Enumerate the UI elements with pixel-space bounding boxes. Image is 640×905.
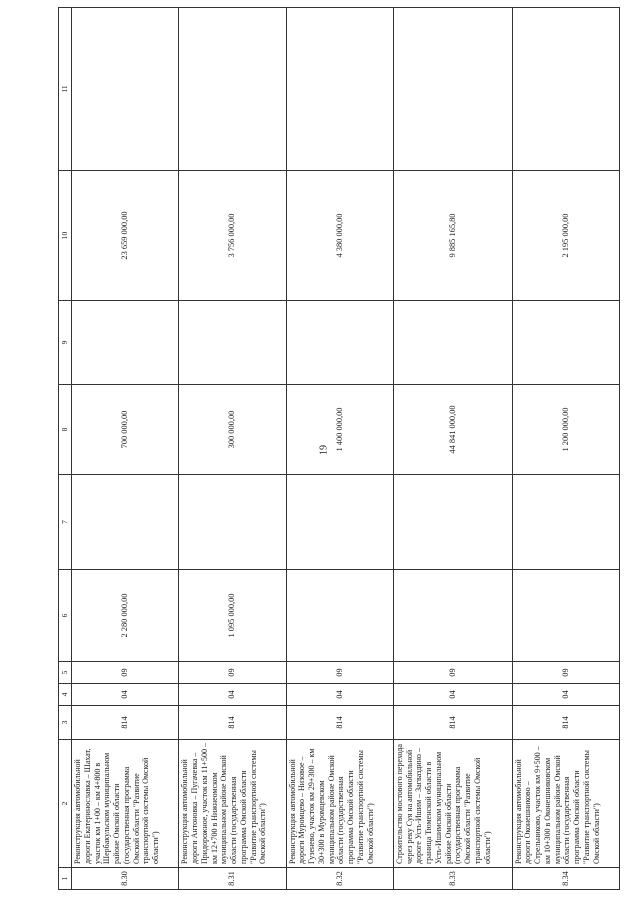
header-cell: 4 <box>59 684 72 706</box>
header-cell: 2 <box>59 740 72 868</box>
cell-col6: 1 095 000,00 <box>179 570 286 662</box>
cell-col5: 09 <box>286 662 393 684</box>
row-number: 8.33 <box>393 868 512 890</box>
cell-col11 <box>179 8 286 171</box>
cell-col7 <box>179 475 286 570</box>
cell-col4: 04 <box>286 684 393 706</box>
cell-col3: 814 <box>72 706 179 740</box>
cell-col4: 04 <box>179 684 286 706</box>
cell-col11 <box>393 8 512 171</box>
header-cell: 8 <box>59 385 72 475</box>
row-number: 8.31 <box>179 868 286 890</box>
project-name: Реконструкция автомобильной дороги Антоновка – Пугачевка – Придорожное, участок км 11+500 – км 12+700 в Нижнеомском муниципальном районе Омской области (государственная программа Омской области "Развитие транспортной системы Омской области") <box>179 740 286 868</box>
cell-col9 <box>179 301 286 385</box>
cell-col7 <box>393 475 512 570</box>
cell-col11 <box>72 8 179 171</box>
cell-col7 <box>512 475 619 570</box>
cell-col11 <box>286 8 393 171</box>
row-number: 8.32 <box>286 868 393 890</box>
cell-col3: 814 <box>512 706 619 740</box>
cell-col11 <box>512 8 619 171</box>
cell-col8: 300 000,00 <box>179 385 286 475</box>
header-row <box>59 8 72 890</box>
header-cell: 10 <box>59 171 72 301</box>
cell-col3: 814 <box>286 706 393 740</box>
project-name: Реконструкция автомобильной дороги Екатеринославка – Шахат, участок км 1+00 – км 4+800 в Шербакульском муниципальном районе Омской области (государственная программа Омской области "Развитие транспортной системы Омской области") <box>72 740 179 868</box>
table-row <box>393 8 512 890</box>
cell-col5: 09 <box>179 662 286 684</box>
cell-col5: 09 <box>512 662 619 684</box>
table-row <box>179 8 286 890</box>
header-cell: 7 <box>59 475 72 570</box>
cell-col3: 814 <box>179 706 286 740</box>
cell-col10: 2 195 000,00 <box>512 171 619 301</box>
header-cell: 3 <box>59 706 72 740</box>
header-cell: 6 <box>59 570 72 662</box>
project-name: Строительство мостового перехода через реку Суя на автомобильной дороге Усть-Ишим – Загваздино – граница Тюменской области в Усть-Ишимском муниципальном районе Омской области (государственная программа Омской области "Развитие транспортной системы Омской области") <box>393 740 512 868</box>
table-row <box>512 8 619 890</box>
cell-col4: 04 <box>72 684 179 706</box>
row-number: 8.30 <box>72 868 179 890</box>
header-cell: 9 <box>59 301 72 385</box>
header-cell: 5 <box>59 662 72 684</box>
cell-col7 <box>286 475 393 570</box>
cell-col8: 44 841 000,00 <box>393 385 512 475</box>
cell-col6 <box>393 570 512 662</box>
row-number: 8.34 <box>512 868 619 890</box>
cell-col9 <box>72 301 179 385</box>
project-name: Реконструкция автомобильной дороги Муромцево – Низовое – Гузенево, участок км 29+300 – км 30+300 в Муромцевском муниципальном районе Омской области (государственная программа Омской области "Развитие транспортной системы Омской области") <box>286 740 393 868</box>
cell-col4: 04 <box>512 684 619 706</box>
table-row <box>72 8 179 890</box>
cell-col5: 09 <box>393 662 512 684</box>
cell-col8: 1 200 000,00 <box>512 385 619 475</box>
rotated-table-container <box>58 8 620 890</box>
page-number: 19 <box>318 445 330 455</box>
cell-col6 <box>286 570 393 662</box>
cell-col7 <box>72 475 179 570</box>
cell-col8: 1 400 000,00 <box>286 385 393 475</box>
cell-col9 <box>286 301 393 385</box>
cell-col3: 814 <box>393 706 512 740</box>
budget-table <box>58 7 620 890</box>
cell-col10: 3 756 000,00 <box>179 171 286 301</box>
cell-col6: 2 280 000,00 <box>72 570 179 662</box>
cell-col9 <box>512 301 619 385</box>
cell-col10: 4 380 000,00 <box>286 171 393 301</box>
header-cell: 11 <box>59 8 72 171</box>
cell-col8: 700 000,00 <box>72 385 179 475</box>
cell-col9 <box>393 301 512 385</box>
project-name: Реконструкция автомобильной дороги Оконешниково – Стрельниково, участок км 9+500 – км 10+300 в Оконешниковском муниципальном районе Омской области (государственная программа Омской области "Развитие транспортной системы Омской области") <box>512 740 619 868</box>
cell-col6 <box>512 570 619 662</box>
cell-col4: 04 <box>393 684 512 706</box>
table-row <box>286 8 393 890</box>
cell-col5: 09 <box>72 662 179 684</box>
cell-col10: 9 885 165,80 <box>393 171 512 301</box>
header-cell: 1 <box>59 868 72 890</box>
cell-col10: 23 659 000,00 <box>72 171 179 301</box>
